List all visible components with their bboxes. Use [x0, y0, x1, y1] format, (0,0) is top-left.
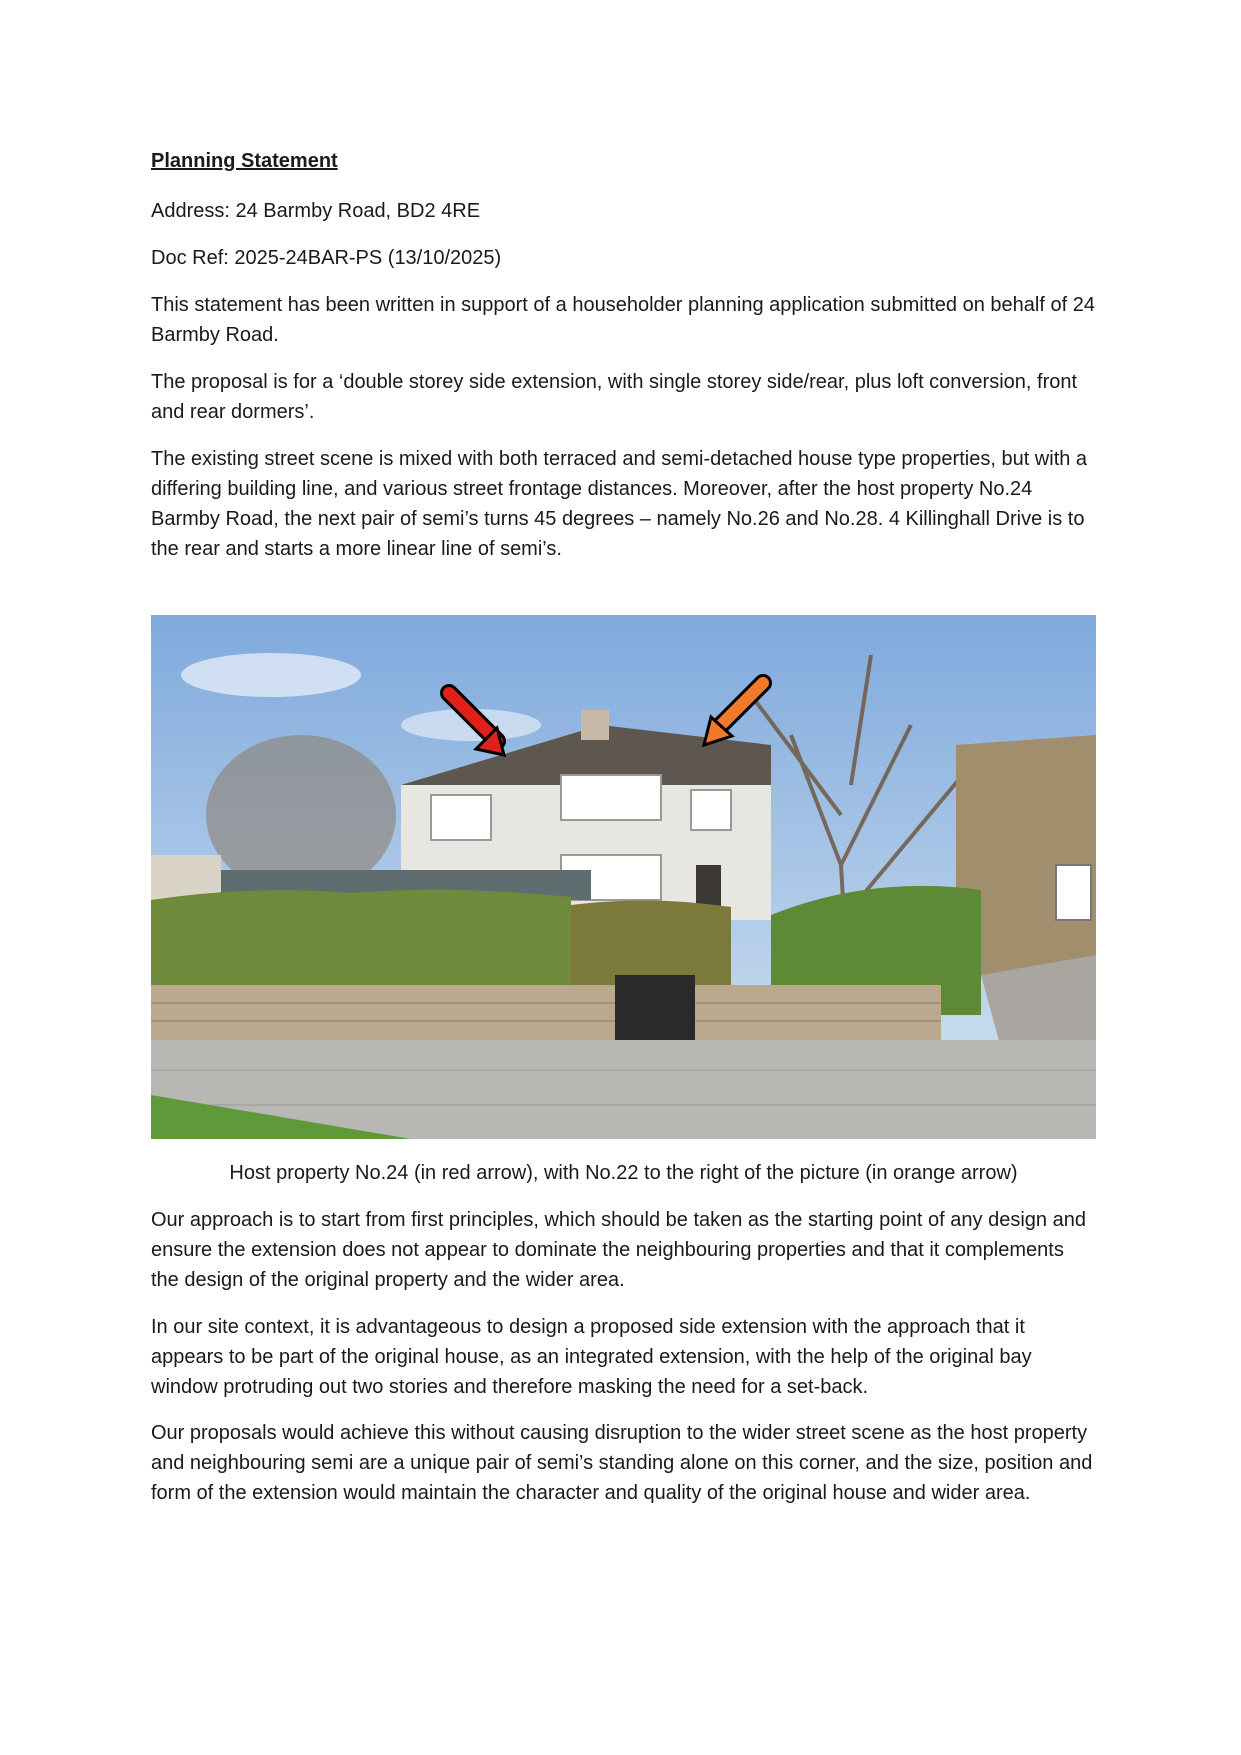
street-photo [151, 615, 1096, 1139]
paragraph-approach: Our approach is to start from first principles, which should be taken as the starting point of any design and ensure the extension does not appear to dominate the neighbouring properties and that it complements the design of the original property and the wider area. [151, 1209, 1086, 1291]
paragraph-proposals: Our proposals would achieve this without causing disruption to the wider street scene as the host property and neighbouring semi are a unique pair of semi’s standing alone on this corner, and the size, position and form of the extension would maintain the character and quality of the original house and wider area. [151, 1422, 1093, 1504]
paragraph-intro: This statement has been written in support of a householder planning application submitted on behalf of 24 Barmby Road. [151, 294, 1095, 346]
page-title: Planning Statement [151, 150, 338, 172]
figure-caption: Host property No.24 (in red arrow), with No.22 to the right of the picture (in orange arrow) [229, 1162, 1018, 1184]
paragraph-street-scene: The existing street scene is mixed with both terraced and semi-detached house type properties, but with a differing building line, and various street frontage distances. Moreover, after the host property No.24 Barmby Road, the next pair of semi’s turns 45 degrees – namely No.26 and No.28. 4 Killinghall Drive is to the rear and starts a more linear line of semi’s. [151, 448, 1088, 560]
paragraph-proposal: The proposal is for a ‘double storey side extension, with single storey side/rear, plus loft conversion, front and rear dormers’. [151, 371, 1078, 423]
doc-ref-line: Doc Ref: 2025-24BAR-PS (13/10/2025) [151, 247, 502, 269]
paragraph-site-context: In our site context, it is advantageous to design a proposed side extension with the approach that it appears to be part of the original house, as an integrated extension, with the help of the original bay window protruding out two stories and therefore masking the need for a set-back. [151, 1316, 1032, 1398]
address-line: Address: 24 Barmby Road, BD2 4RE [151, 200, 481, 222]
